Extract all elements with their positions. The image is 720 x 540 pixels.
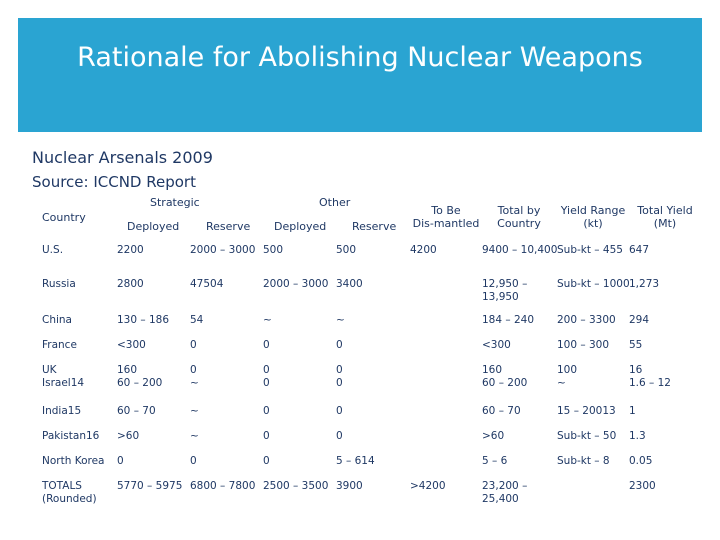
cell-strategic-reserve: 6800 – 7800 [190,480,256,492]
cell-other-reserve: ~ [336,314,345,326]
cell-yield-range: Sub-kt – 1000 [557,278,630,290]
header-total-by-country: Total by Country [497,204,541,230]
cell-strategic-deployed: <300 [117,339,146,351]
source-label: Source: ICCND Report [32,173,196,191]
cell-total-yield: 1,273 [629,278,660,290]
cell-country: Russia [42,278,76,290]
header-other-deployed: Deployed [274,220,327,233]
cell-strategic-reserve: 54 [190,314,204,326]
cell-total-by-country: 23,200 – 25,400 [482,480,528,505]
cell-yield-range: Sub-kt – 8 [557,455,610,467]
cell-country: France [42,339,77,351]
header-total-yield: Total Yield (Mt) [637,204,693,230]
cell-other-deployed: 0 [263,405,270,417]
cell-total-by-country: 160 60 – 200 [482,364,528,389]
cell-strategic-reserve: 0 [190,455,197,467]
cell-total-yield: 1 [629,405,636,417]
cell-other-deployed: 0 [263,455,270,467]
cell-other-reserve: 0 [336,430,343,442]
cell-other-deployed: 0 0 [263,364,270,389]
cell-country: China [42,314,72,326]
cell-other-deployed: ~ [263,314,272,326]
cell-strategic-deployed: 2800 [117,278,144,290]
cell-other-deployed: 2500 – 3500 [263,480,329,492]
cell-country: UK Israel14 [42,364,85,389]
cell-other-reserve: 5 – 614 [336,455,375,467]
cell-total-by-country: >60 [482,430,505,442]
cell-total-yield: 2300 [629,480,656,492]
cell-total-yield: 0.05 [629,455,653,467]
cell-country: U.S. [42,244,64,256]
cell-strategic-deployed: 0 [117,455,124,467]
cell-other-reserve: 0 0 [336,364,343,389]
cell-total-yield: 16 1.6 – 12 [629,364,671,389]
slide-subtitle: Nuclear Arsenals 2009 [32,148,213,167]
cell-other-deployed: 0 [263,339,270,351]
cell-other-reserve: 3400 [336,278,363,290]
title-band [18,18,702,132]
cell-strategic-deployed: >60 [117,430,140,442]
cell-other-reserve: 500 [336,244,357,256]
cell-total-by-country: 5 – 6 [482,455,508,467]
cell-strategic-reserve: ~ [190,430,199,442]
cell-other-reserve: 0 [336,405,343,417]
cell-total-by-country: <300 [482,339,511,351]
cell-country: Pakistan16 [42,430,100,442]
cell-total-yield: 55 [629,339,643,351]
header-strategic-reserve: Reserve [206,220,251,233]
cell-other-deployed: 0 [263,430,270,442]
cell-yield-range: 100 ~ [557,364,578,389]
header-other-reserve: Reserve [352,220,397,233]
header-strategic-deployed: Deployed [127,220,180,233]
cell-total-by-country: 9400 – 10,400 [482,244,558,256]
cell-total-yield: 1.3 [629,430,646,442]
cell-strategic-deployed: 130 – 186 [117,314,170,326]
cell-to-be-dismantled: >4200 [410,480,446,492]
cell-strategic-deployed: 60 – 70 [117,405,156,417]
cell-strategic-reserve: 0 [190,339,197,351]
cell-country: India15 [42,405,82,417]
cell-country: TOTALS (Rounded) [42,480,97,505]
cell-strategic-deployed: 5770 – 5975 [117,480,183,492]
cell-strategic-deployed: 160 60 – 200 [117,364,163,389]
cell-other-deployed: 2000 – 3000 [263,278,329,290]
header-other-group: Other [319,196,351,209]
cell-yield-range: 200 – 3300 [557,314,616,326]
cell-yield-range: 15 – 20013 [557,405,616,417]
cell-total-by-country: 60 – 70 [482,405,521,417]
header-country: Country [42,211,86,224]
cell-total-by-country: 184 – 240 [482,314,535,326]
cell-yield-range: Sub-kt – 455 [557,244,623,256]
cell-other-deployed: 500 [263,244,284,256]
slide-title: Rationale for Abolishing Nuclear Weapons [77,42,643,73]
cell-other-reserve: 0 [336,339,343,351]
cell-total-yield: 647 [629,244,650,256]
cell-other-reserve: 3900 [336,480,363,492]
cell-total-by-country: 12,950 – 13,950 [482,278,528,303]
cell-to-be-dismantled: 4200 [410,244,437,256]
cell-strategic-reserve: 0 ~ [190,364,199,389]
cell-yield-range: Sub-kt – 50 [557,430,617,442]
cell-strategic-deployed: 2200 [117,244,144,256]
cell-yield-range: 100 – 300 [557,339,610,351]
cell-country: North Korea [42,455,105,467]
cell-total-yield: 294 [629,314,650,326]
header-yield-range: Yield Range (kt) [560,204,626,230]
cell-strategic-reserve: 2000 – 3000 [190,244,256,256]
header-to-be-dismantled: To Be Dis-mantled [412,204,480,230]
header-strategic-group: Strategic [150,196,200,209]
cell-strategic-reserve: 47504 [190,278,224,290]
cell-strategic-reserve: ~ [190,405,199,417]
